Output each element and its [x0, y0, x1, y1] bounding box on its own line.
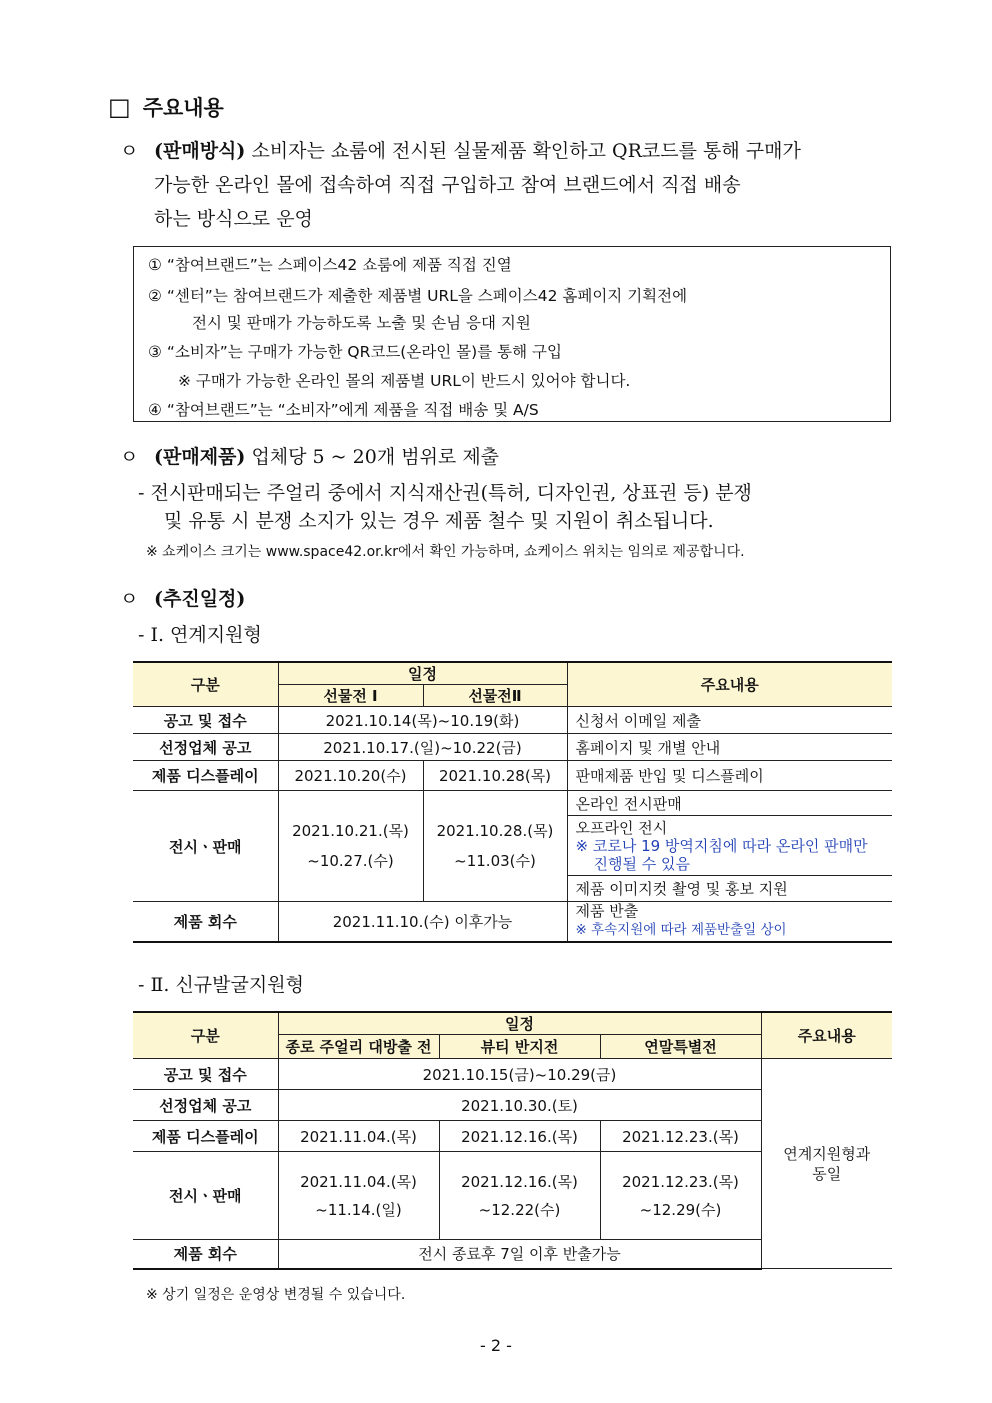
row-name: 선정업체 공고 — [133, 734, 278, 761]
type1-title: - Ⅰ. 연계지원형 — [138, 624, 262, 646]
header-sub2: 뷰티 반지전 — [439, 1035, 600, 1059]
row-name: 전시ㆍ판매 — [133, 1152, 278, 1240]
date-start: 2021.12.16.(목) — [461, 1172, 578, 1191]
header-sub1: 선물전 Ⅰ — [278, 685, 423, 707]
covid-note-cont: 진행될 수 있음 — [593, 854, 690, 873]
content-line2: 동일 — [812, 1164, 842, 1183]
header-sub2: 선물전Ⅱ — [423, 685, 567, 707]
products-dash1: - 전시판매되는 주얼리 중에서 지식재산권(특허, 디자인권, 상표권 등) 분쟁 — [138, 482, 752, 504]
row-date: 전시 종료후 7일 이후 반출가능 — [278, 1240, 761, 1269]
header-category: 구분 — [133, 662, 278, 707]
row-date-2 — [423, 791, 567, 902]
process-step-3: ③ “소비자”는 구매가 가능한 QR코드(온라인 몰)를 통해 구입 — [148, 343, 562, 361]
row-name: 공고 및 접수 — [133, 707, 278, 734]
row-name: 제품 회수 — [133, 902, 278, 942]
products-label: (판매제품) — [154, 446, 246, 468]
row-content-photo: 제품 이미지컷 촬영 및 홍보 지원 — [567, 876, 892, 902]
content-line1: 연계지원형과 — [783, 1144, 871, 1163]
date-end: ~10.27.(수) — [307, 852, 394, 870]
page-number: - 2 - — [480, 1336, 512, 1355]
row-date-2: 2021.12.16.(목) — [439, 1121, 600, 1152]
type1-schedule-table — [133, 661, 892, 943]
row-date-1: 2021.10.20(수) — [278, 761, 423, 791]
date-end: ~11.14.(일) — [315, 1200, 402, 1219]
row-content-merged — [761, 1059, 892, 1269]
row-date: 2021.11.10.(수) 이후가능 — [278, 902, 567, 942]
row-content — [567, 902, 892, 942]
products-text: 업체당 5 ~ 20개 범위로 제출 — [251, 446, 500, 468]
sales-method-paragraph — [120, 134, 900, 236]
row-content: 신청서 이메일 제출 — [567, 707, 892, 734]
covid-note: ※ 코로나 19 방역지침에 따라 온라인 판매만 — [575, 836, 868, 855]
type2-title: - Ⅱ. 신규발굴지원형 — [138, 974, 304, 996]
date-start: 2021.10.28.(목) — [436, 822, 554, 840]
row-content-online: 온라인 전시판매 — [567, 791, 892, 816]
process-step-3-note: ※ 구매가 가능한 온라인 몰의 제품별 URL이 반드시 있어야 합니다. — [178, 372, 631, 390]
header-content: 주요내용 — [567, 662, 892, 707]
row-name: 제품 디스플레이 — [133, 761, 278, 791]
date-end: ~11.03(수) — [454, 852, 536, 870]
row-date: 2021.10.17.(일)~10.22(금) — [278, 734, 567, 761]
row-date-1 — [278, 791, 423, 902]
row-content: 홈페이지 및 개별 안내 — [567, 734, 892, 761]
row-name: 공고 및 접수 — [133, 1059, 278, 1090]
bullet-icon: ㅇ — [120, 140, 139, 162]
header-sub1: 종로 주얼리 대방출 전 — [278, 1035, 439, 1059]
sales-method-line1: 소비자는 쇼룸에 전시된 실물제품 확인하고 QR코드를 통해 구매가 — [251, 140, 801, 162]
return-note: ※ 후속지원에 따라 제품반출일 상이 — [575, 922, 787, 939]
showcase-note: ※ 쇼케이스 크기는 www.space42.or.kr에서 확인 가능하며, 쇼케이스 위치는 임의로 제공합니다. — [146, 544, 745, 560]
row-date-2 — [439, 1152, 600, 1240]
header-content: 주요내용 — [761, 1012, 892, 1059]
row-name: 제품 디스플레이 — [133, 1121, 278, 1152]
bullet-icon: ㅇ — [120, 588, 139, 610]
section-heading — [108, 92, 224, 122]
row-name: 선정업체 공고 — [133, 1090, 278, 1121]
process-step-2-cont: 전시 및 판매가 가능하도록 노출 및 손님 응대 지원 — [192, 314, 531, 332]
process-step-1: ① “참여브랜드”는 스페이스42 쇼룸에 제품 직접 진열 — [148, 256, 512, 274]
schedule-title — [120, 582, 245, 616]
row-name: 제품 회수 — [133, 1240, 278, 1269]
row-date-3: 2021.12.23.(목) — [600, 1121, 761, 1152]
row-date: 2021.10.14(목)~10.19(화) — [278, 707, 567, 734]
header-schedule: 일정 — [278, 662, 567, 685]
sales-method-line2: 가능한 온라인 몰에 접속하여 직접 구입하고 참여 브랜드에서 직접 배송 — [154, 174, 741, 196]
products-dash2: 및 유통 시 분쟁 소지가 있는 경우 제품 철수 및 지원이 취소됩니다. — [164, 510, 714, 532]
row-name: 전시ㆍ판매 — [133, 791, 278, 902]
offline-label: 오프라인 전시 — [575, 818, 668, 837]
process-step-4: ④ “참여브랜드”는 “소비자”에게 제품을 직접 배송 및 A/S — [148, 401, 539, 419]
section-heading-text: 주요내용 — [142, 95, 224, 120]
checkbox-square-icon: □ — [108, 93, 131, 121]
header-schedule: 일정 — [278, 1012, 761, 1035]
type2-schedule-table — [133, 1011, 892, 1270]
return-label: 제품 반출 — [575, 902, 639, 921]
row-date: 2021.10.30.(토) — [278, 1090, 761, 1121]
date-start: 2021.11.04.(목) — [300, 1172, 417, 1191]
footnote: ※ 상기 일정은 운영상 변경될 수 있습니다. — [146, 1287, 406, 1303]
row-content: 판매제품 반입 및 디스플레이 — [567, 761, 892, 791]
row-date-1: 2021.11.04.(목) — [278, 1121, 439, 1152]
sales-method-line3: 하는 방식으로 운영 — [154, 208, 313, 230]
row-date-1 — [278, 1152, 439, 1240]
row-date-3 — [600, 1152, 761, 1240]
date-end: ~12.29(수) — [639, 1200, 722, 1219]
process-box — [133, 246, 891, 422]
row-date: 2021.10.15(금)~10.29(금) — [278, 1059, 761, 1090]
process-step-2: ② “센터”는 참여브랜드가 제출한 제품별 URL을 스페이스42 홈페이지 기획전에 — [148, 287, 688, 305]
date-start: 2021.10.21.(목) — [292, 822, 409, 840]
date-start: 2021.12.23.(목) — [622, 1172, 739, 1191]
row-date-2: 2021.10.28(목) — [423, 761, 567, 791]
bullet-icon: ㅇ — [120, 446, 139, 468]
header-sub3: 연말특별전 — [600, 1035, 761, 1059]
sales-method-label: (판매방식) — [154, 140, 246, 162]
header-category: 구분 — [133, 1012, 278, 1059]
date-end: ~12.22(수) — [478, 1200, 561, 1219]
schedule-label: (추진일정) — [154, 588, 246, 610]
products-line — [120, 440, 499, 474]
row-content-offline — [567, 816, 892, 876]
